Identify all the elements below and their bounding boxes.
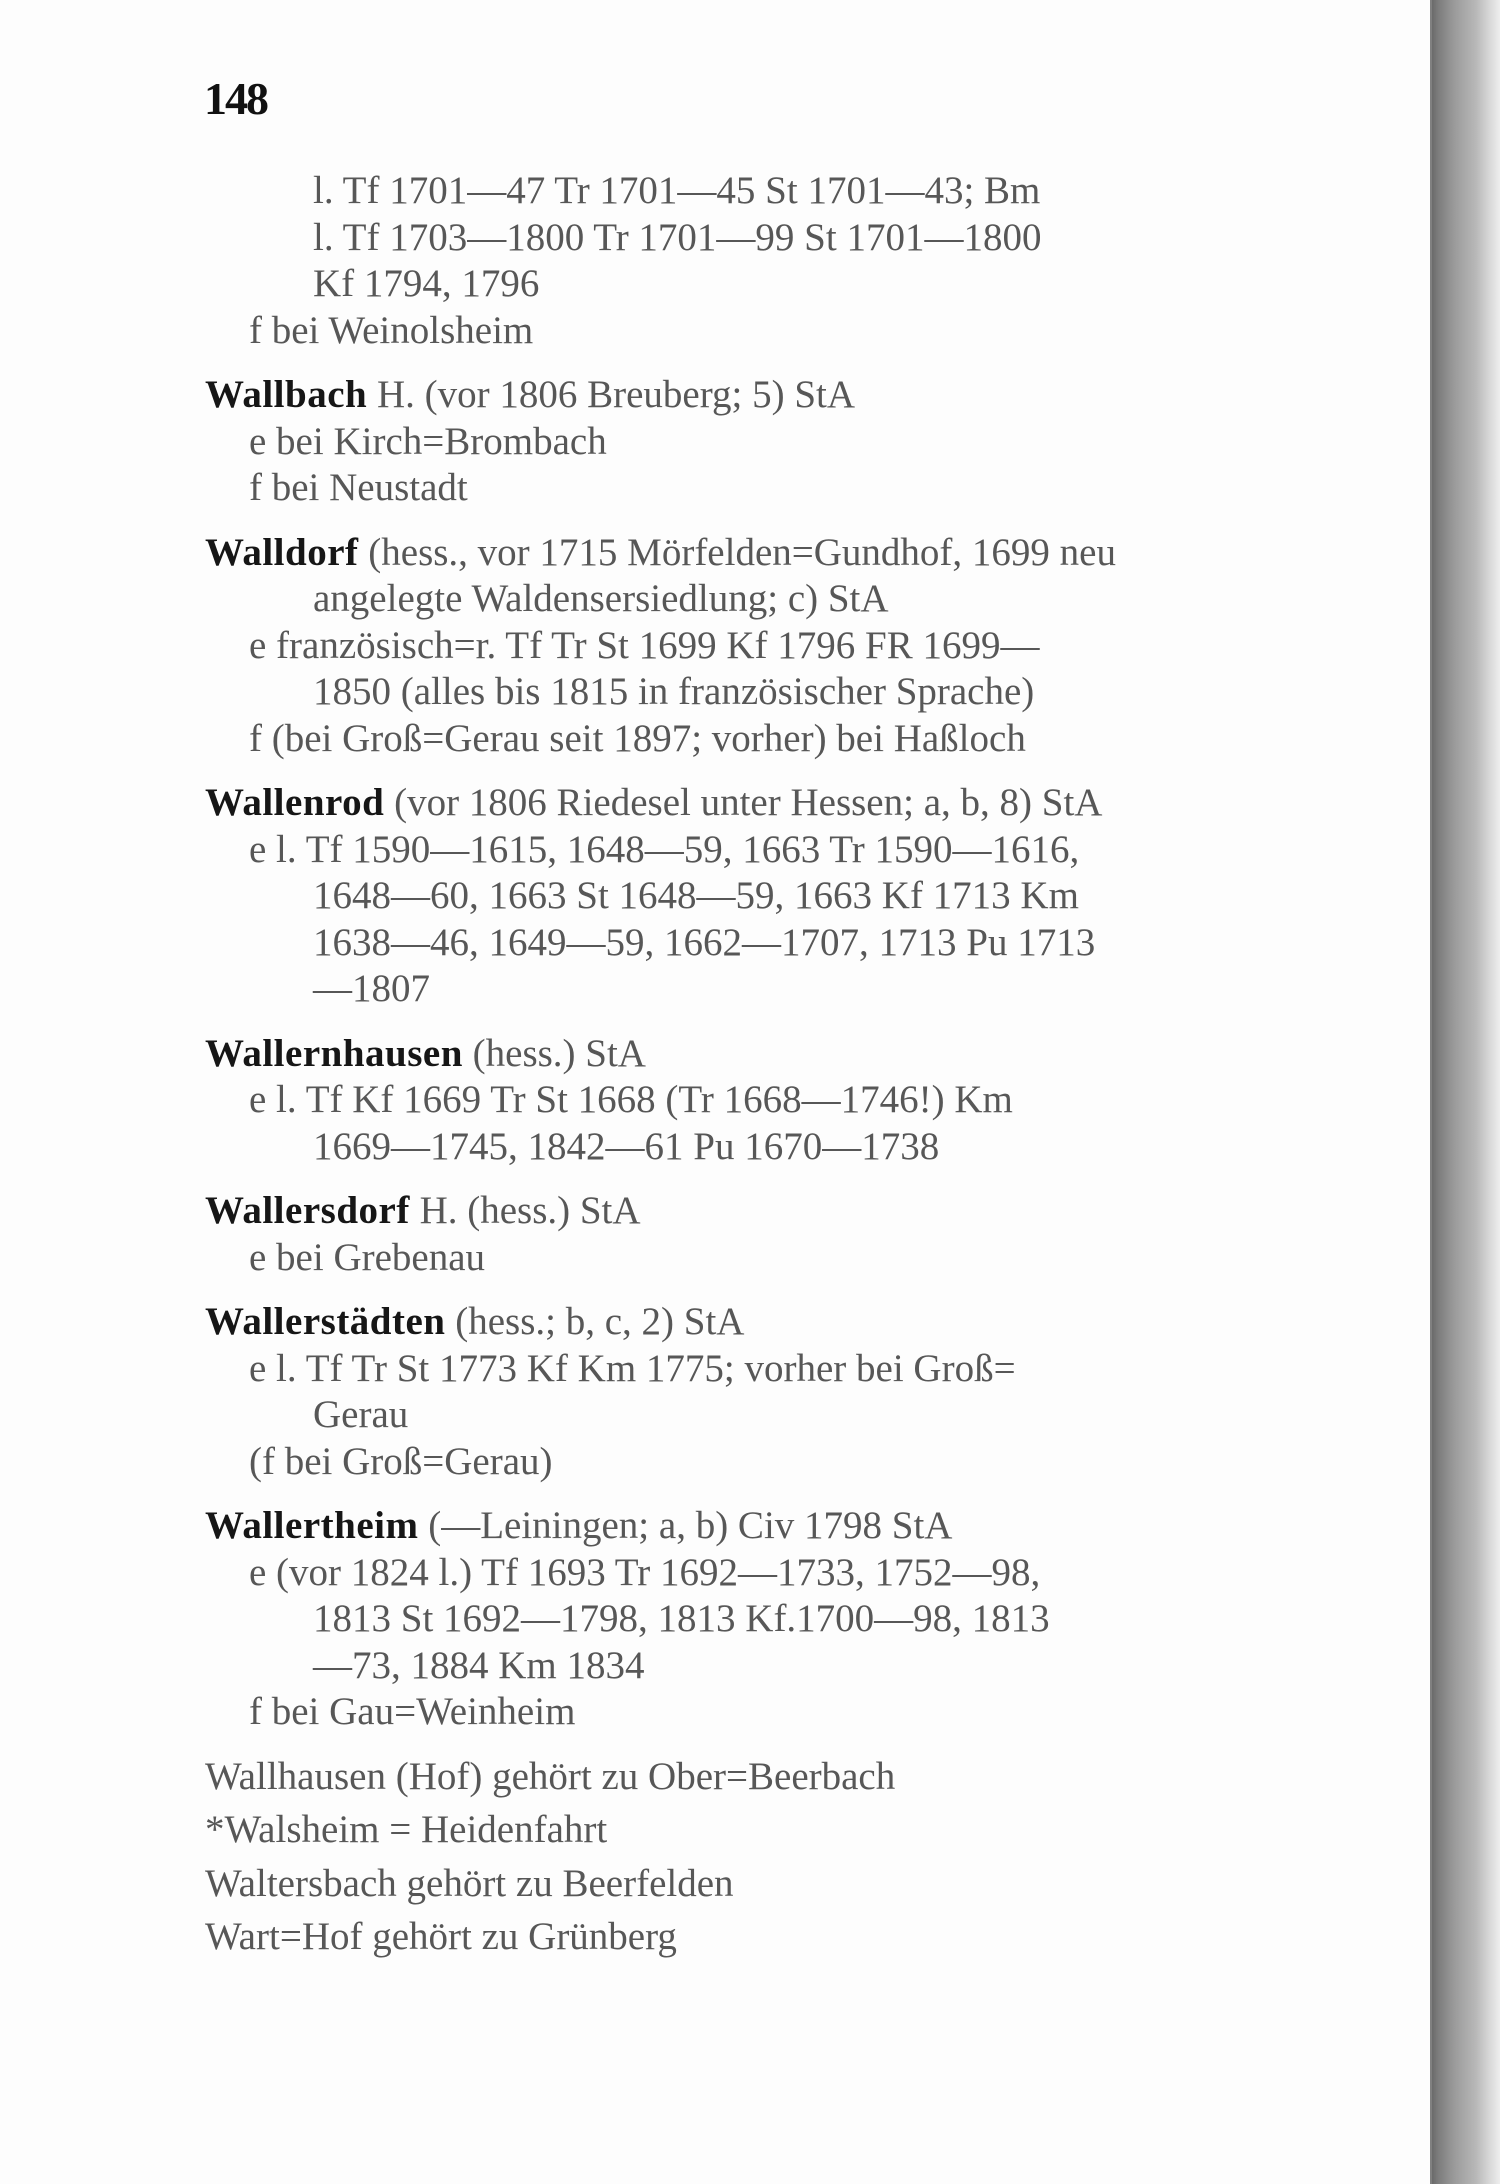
headword: Wallbach (205, 373, 368, 416)
entry-wallerstaedten (205, 1299, 1280, 1485)
e-line: e französisch=r. Tf Tr St 1699 Kf 1796 FR 1699— (249, 623, 1040, 667)
entry-wallertheim (205, 1503, 1280, 1736)
page-number: 148 (204, 73, 267, 124)
e-line: e l. Tf 1590—1615, 1648—59, 1663 Tr 1590—1616, (249, 827, 1080, 871)
head-details: H. (hess.) StA (409, 1189, 641, 1232)
entry-wallbach (205, 372, 1280, 512)
e-line-cont: 1850 (alles bis 1815 in französischer Sprache) (313, 670, 1035, 713)
cross-references (205, 1754, 1280, 1961)
e-line-cont: —73, 1884 Km 1834 (313, 1643, 645, 1687)
entry-walldorf (205, 530, 1280, 763)
cross-ref-line: Wallhausen (Hof) gehört zu Ober=Beerbach (205, 1754, 896, 1798)
headword: Wallersdorf (205, 1189, 410, 1232)
e-line: e bei Kirch=Brombach (249, 419, 607, 463)
e-line: e (vor 1824 l.) Tf 1693 Tr 1692—1733, 1752—98, (249, 1550, 1041, 1594)
e-line: e l. Tf Tr St 1773 Kf Km 1775; vorher bei Groß= (249, 1346, 1016, 1390)
entry-wallenrod (205, 780, 1280, 1013)
register-text (205, 168, 1280, 1968)
head-details: (vor 1806 Riedesel unter Hessen; a, b, 8) StA (384, 781, 1103, 824)
head-continuation: angelegte Waldensersiedlung; c) StA (313, 577, 889, 620)
f-line: f bei Gau=Weinheim (249, 1690, 576, 1733)
e-line-cont: 1669—1745, 1842—61 Pu 1670—1738 (313, 1124, 940, 1168)
e-line-cont: 1813 St 1692—1798, 1813 Kf.1700—98, 1813 (313, 1597, 1050, 1640)
headword: Wallerstädten (205, 1300, 446, 1343)
entry-wallernhausen (205, 1031, 1280, 1171)
book-gutter (1432, 0, 1500, 2184)
continuation-line: l. Tf 1703—1800 Tr 1701—99 St 1701—1800 (313, 215, 1042, 259)
e-line-cont: 1638—46, 1649—59, 1662—1707, 1713 Pu 1713 (313, 920, 1096, 964)
continuation-line: l. Tf 1701—47 Tr 1701—45 St 1701—43; Bm (313, 169, 1041, 212)
cross-ref-line: *Walsheim = Heidenfahrt (205, 1808, 608, 1851)
entry-continuation (205, 168, 1280, 354)
f-line: (f bei Groß=Gerau) (249, 1439, 553, 1483)
f-line: f bei Neustadt (249, 466, 468, 509)
head-details: H. (vor 1806 Breuberg; 5) StA (367, 373, 856, 416)
f-line: f (bei Groß=Gerau seit 1897; vorher) bei Haßloch (249, 716, 1026, 760)
headword: Wallernhausen (205, 1031, 463, 1075)
head-details: (hess., vor 1715 Mörfelden=Gundhof, 1699 neu (358, 530, 1116, 574)
headword: Walldorf (205, 530, 359, 574)
head-details: (hess.; b, c, 2) StA (445, 1300, 745, 1343)
cross-ref-line: Wart=Hof gehört zu Grünberg (205, 1915, 677, 1958)
e-line-cont: Gerau (313, 1393, 409, 1436)
e-line: e l. Tf Kf 1669 Tr St 1668 (Tr 1668—1746!) Km (249, 1078, 1013, 1121)
e-line-cont: —1807 (313, 967, 430, 1010)
entry-wallersdorf (205, 1188, 1280, 1281)
headword: Wallenrod (205, 781, 385, 824)
continuation-line: Kf 1794, 1796 (313, 262, 540, 305)
e-line: e bei Grebenau (249, 1235, 486, 1279)
head-details: (hess.) StA (462, 1031, 646, 1075)
head-details: (—Leiningen; a, b) Civ 1798 StA (418, 1504, 953, 1547)
cross-ref-line: Waltersbach gehört zu Beerfelden (205, 1861, 734, 1905)
continuation-f-line: f bei Weinolsheim (249, 308, 534, 352)
e-line-cont: 1648—60, 1663 St 1648—59, 1663 Kf 1713 Km (313, 874, 1079, 917)
headword: Wallertheim (205, 1504, 419, 1547)
